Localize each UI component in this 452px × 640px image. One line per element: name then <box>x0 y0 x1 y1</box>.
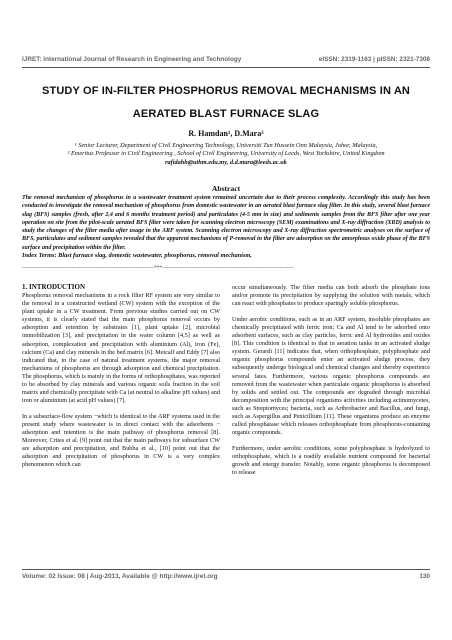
title-line-1: STUDY OF IN-FILTER PHOSPHORUS REMOVAL MECHANISMS IN AN <box>41 85 411 97</box>
footer-rule <box>22 569 430 570</box>
abstract-text: The removal mechanism of phosphorus in a wastewater treatment system remained uncertain due to their process complexity. Accordingly this study has been conducted to investigate the removal mechanism of phosphorus from domestic wastewater in an aerated blast furnace slag filter. In this study, several blast furnace slag (BFS) samples (fresh, after 2,4 and 6 months treatment period) and particulates (4-5 mm in size) and sediments samples from the BFS filter after one year operation on site from the pilot-scale aerated BFS filter were taken for scanning electron microscopy (SEM) examinations and X-ray diffraction (XRD) analysis to study the changes of the filter media after usage in the ARF system. Scanning electron microscopy and X-ray diffraction spectrometric analyses on the surface of BFS, particulates and sediment samples revealed that the apparent mechanisms of P-removal in the filter are adsorption on the amorphous oxide phase of the BFS surface and precipitation within the filter. <box>22 195 430 251</box>
paragraph: Furthermore, under aerobic conditions, some polyphosphate is hydrolyzed to orthophosphate, which is a readily available nutrient compound for bacterial growth and energy transfer. Notably, some organic phosphorus is decomposed to release <box>232 444 430 477</box>
right-column <box>232 284 430 485</box>
affiliation-1: ¹ Senior Lecturer, Department of Civil Engineering Technology, Universiti Tun Hussein Onn Malaysia, Johor, Malaysia, <box>74 142 378 149</box>
issn: eISSN: 2319-1163 | pISSN: 2321-7308 <box>318 56 430 63</box>
volume-info: Volume: 02 Issue: 08 | Aug-2013, Available @ http://www.ijret.org <box>22 573 218 580</box>
paragraph: Phosphorus removal mechanisms in a rock filter RF system are very similar to the removal in a constructed wetland (CW) system with the exception of the plant uptake in a CW treatment. From previous studies carried out on CW systems, it is clearly stated that the main phosphorus removal occurs by adsorption and retention by substrates [1], plant uptake [2], microbial immobilization [3], and precipitation in the water column [4,5] as well as adsorption, complexation and precipitation with aluminium (Al), iron (Fe), calcium (Ca) and clay minerals in the bed matrix [6]. Metcalf and Eddy [7] also indicated that, in the case of natural treatment systems, the major removal mechanisms of phosphorus are through adsorption and chemical precipitation. The phosphorus, which is mainly in the forms of orthophosphates, was reported to be absorbed by clay minerals and various organic soils fraction in the soil matrix and chemically precipitate with Ca (at neutral to alkaline pH values) and iron or aluminium (at acid pH values) [7]. <box>22 292 220 405</box>
title-line-2: AERATED BLAST FURNACE SLAG <box>132 108 320 120</box>
journal-name: IJRET: International Journal of Research in Engineering and Technology <box>22 56 242 63</box>
abstract-heading: Abstract <box>211 184 241 193</box>
paragraph: Under aerobic conditions, such as in an ARF system, insoluble phosphates are chemically precipitated with ferric iron; Ca and Al tend to be adsorbed onto adsorbent surfaces, such as clay particles, ferric and Al hydroxides and oxides [8]. This condition is identical to that in aeration tanks in an activated sludge system. Gerardi [11] indicates that, when orthophosphate, polyphosphate and organic phosphorus compounds enter an activated sludge process, they subsequently undergo biological and chemical changes and thereby experience several fates. Furthermore, various organic phosphorus compounds are removed from the wastewater when particulate organic phosphorus is absorbed by solids and settled out. The compounds are degraded through microbial decomposition with the principal organisms activities including actinomycetes, such as Streptomyces; bacteria, such as Arthrobacter and Bacillus, and fungi, such as Aspergillus and Penicillium [11]. These organisms produce an enzyme called phosphatase which releases orthophosphate from phosphorus-containing organic compounds. <box>232 315 430 437</box>
index-terms: Index Terms: Blast furnace slag, domestic wastewater, phosphorus, removal mechanism, <box>22 252 252 259</box>
paper-title <box>22 80 430 126</box>
section-heading-introduction: 1. INTRODUCTION <box>22 283 86 291</box>
running-header <box>22 56 430 63</box>
paragraph: occur simultaneously. The filter media can both adsorb the phosphate ions and/or promote its precipitation by supplying the solution with metals, which can react with phosphates to produce sparingly soluble phosphorus. <box>232 284 430 308</box>
running-footer <box>22 573 430 580</box>
authors: R. Hamdan¹, D.Mara² <box>188 129 264 138</box>
paragraph: In a subsurface-flow system −which is identical to the ARF systems used in the present study where wastewater is in direct contact with the adsorbents − adsorption and retention is the main pathway of phosphorus removal [8]. Moreover, Crites et al. [9] point out that the main pathways for subsurface CW are adsorption and precipitation, and Bubba et al., [10] point out that the adsorption and precipitation of phosphorus in CW is a very complex phenomenon which can <box>22 412 220 469</box>
left-column <box>22 292 220 477</box>
section-separator: ------------------------------------------------------------------------***------------------------------------------------------------------------ <box>22 265 294 271</box>
affiliations <box>28 142 424 167</box>
page-number: 130 <box>419 573 430 580</box>
author-emails: rafidahh@uthm.edu.my, d.d.mara@leeds.ac.uk <box>165 158 287 166</box>
header-rule <box>22 67 430 68</box>
affiliation-2: ² Emeritus Professor in Civil Engineering , School of Civil Engineering, University of Leeds, West Yorkshire, United Kingdom <box>67 150 385 158</box>
